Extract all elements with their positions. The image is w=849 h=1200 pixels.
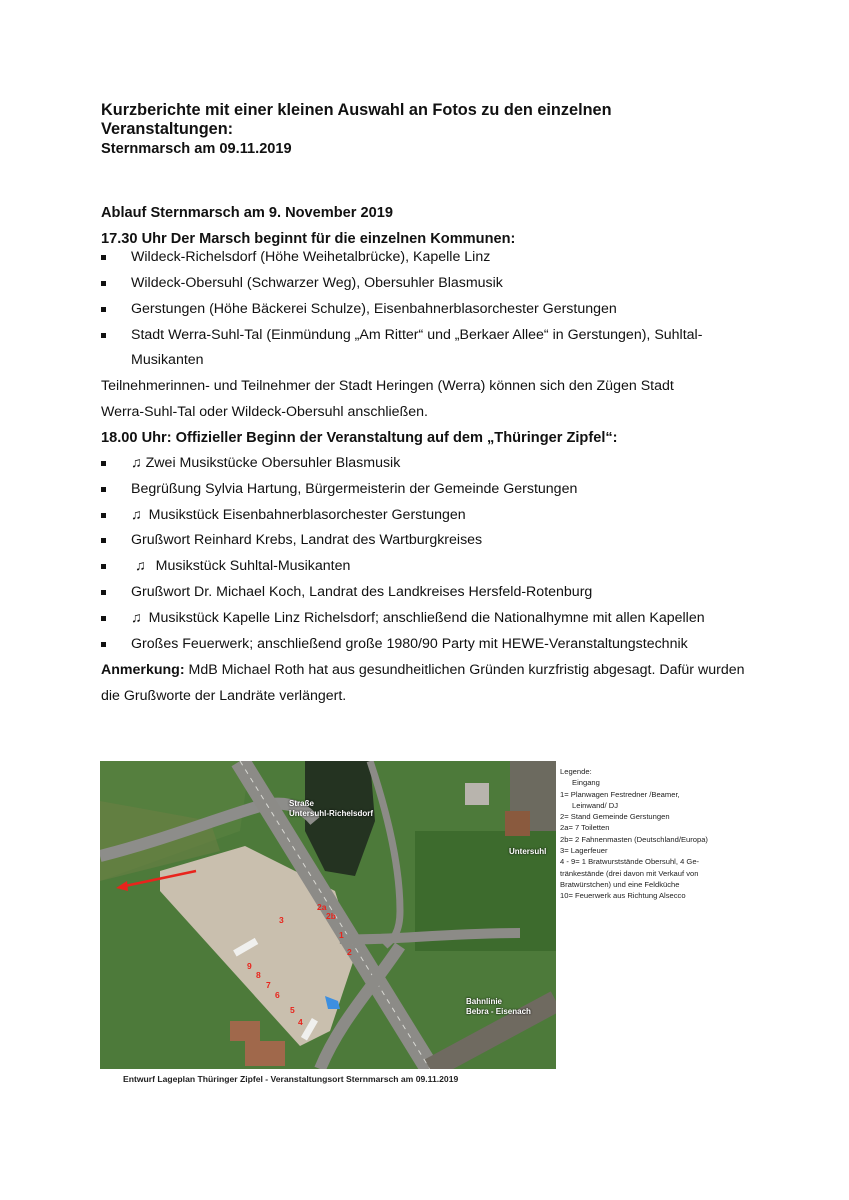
remark-line: Anmerkung: MdB Michael Roth hat aus gesundheitlichen Gründen kurzfristig abgesagt. Dafür wurden <box>101 662 745 678</box>
bullet-icon <box>101 642 106 647</box>
legend-entry: Leinwand/ DJ <box>572 800 619 810</box>
bullet-icon <box>101 590 106 595</box>
paragraph-line: Werra-Suhl-Tal oder Wildeck-Obersuhl anschließen. <box>101 404 428 420</box>
marker-2: 2 <box>347 947 352 957</box>
list-item: Gerstungen (Höhe Bäckerei Schulze), Eisenbahnerblasorchester Gerstungen <box>131 301 617 317</box>
legend-entry: tränkestände (drei davon mit Verkauf von <box>560 868 699 878</box>
marker-2a: 2a <box>317 902 327 912</box>
legend-entry: 3= Lagerfeuer <box>560 846 608 856</box>
list-item: ♫ Musikstück Suhltal-Musikanten <box>135 558 351 574</box>
site-map-image <box>100 761 556 1069</box>
list-item: ♫ Musikstück Eisenbahnerblasorchester Gerstungen <box>131 507 466 523</box>
legend-entry: 2= Stand Gemeinde Gerstungen <box>560 812 670 822</box>
music-note-icon: ♫ <box>131 507 142 523</box>
marker-9: 9 <box>247 961 252 971</box>
bullet-icon <box>101 513 106 518</box>
marker-7: 7 <box>266 980 271 990</box>
bullet-icon <box>101 538 106 543</box>
list-item: Stadt Werra-Suhl-Tal (Einmündung „Am Ritter“ und „Berkaer Allee“ in Gerstungen), Suhltal- <box>131 327 703 343</box>
list-item: Wildeck-Richelsdorf (Höhe Weihetalbrücke), Kapelle Linz <box>131 249 491 265</box>
bullet-icon <box>101 333 106 338</box>
legend-entry: Eingang <box>572 778 600 788</box>
list-item: Wildeck-Obersuhl (Schwarzer Weg), Obersuhler Blasmusik <box>131 275 503 291</box>
list-item: ♫ Zwei Musikstücke Obersuhler Blasmusik <box>131 455 401 471</box>
road-label: Straße Untersuhl-Richelsdorf <box>289 799 374 818</box>
bullet-icon <box>101 255 106 260</box>
list-item: Großes Feuerwerk; anschließend große 1980/90 Party mit HEWE-Veranstaltungstechnik <box>131 636 688 652</box>
bullet-icon <box>101 616 106 621</box>
legend-entry: Bratwürstchen) und eine Feldküche <box>560 879 680 889</box>
marker-4: 4 <box>298 1017 303 1027</box>
village-label: Untersuhl <box>509 847 547 856</box>
music-note-icon: ♫ <box>135 558 146 574</box>
music-note-icon: ♫ <box>131 455 142 471</box>
part2-heading: 18.00 Uhr: Offizieller Beginn der Veranstaltung auf dem „Thüringer Zipfel“: <box>101 430 618 446</box>
document-subtitle: Sternmarsch am 09.11.2019 <box>101 141 292 157</box>
list-item: Grußwort Dr. Michael Koch, Landrat des Landkreises Hersfeld-Rotenburg <box>131 584 593 600</box>
bullet-icon <box>101 307 106 312</box>
marker-5: 5 <box>290 1005 295 1015</box>
legend-entry: 4 - 9= 1 Bratwurststände Obersuhl, 4 Ge- <box>560 857 700 867</box>
railway-label: Bahnlinie Bebra - Eisenach <box>466 997 531 1016</box>
list-item: Begrüßung Sylvia Hartung, Bürgermeisterin der Gemeinde Gerstungen <box>131 481 578 497</box>
legend-entry: 1= Planwagen Festredner /Beamer, <box>560 789 680 799</box>
legend-entry: 2a= 7 Toiletten <box>560 823 610 833</box>
marker-8: 8 <box>256 970 261 980</box>
bullet-icon <box>101 461 106 466</box>
marker-2b: 2b <box>326 911 336 921</box>
list-item: ♫ Musikstück Kapelle Linz Richelsdorf; anschließend die Nationalhymne mit allen Kapellen <box>131 610 705 626</box>
list-item-continuation: Musikanten <box>131 352 204 368</box>
map-caption: Entwurf Lageplan Thüringer Zipfel - Veranstaltungsort Sternmarsch am 09.11.2019 <box>123 1074 459 1084</box>
legend-entry: 10= Feuerwerk aus Richtung Alsecco <box>560 891 686 901</box>
remark-label: Anmerkung: <box>101 662 185 678</box>
part1-heading: 17.30 Uhr Der Marsch beginnt für die einzelnen Kommunen: <box>101 231 516 247</box>
bullet-icon <box>101 487 106 492</box>
document-title: Kurzberichte mit einer kleinen Auswahl an Fotos zu den einzelnen Veranstaltungen: <box>101 101 612 138</box>
marker-1: 1 <box>339 930 344 940</box>
section-title: Ablauf Sternmarsch am 9. November 2019 <box>101 205 393 221</box>
marker-3: 3 <box>279 915 284 925</box>
music-note-icon: ♫ <box>131 610 142 626</box>
bullet-icon <box>101 564 106 569</box>
legend-entry: 2b= 2 Fahnenmasten (Deutschland/Europa) <box>560 834 708 844</box>
paragraph-line: Teilnehmerinnen- und Teilnehmer der Stadt Heringen (Werra) können sich den Zügen Stadt <box>101 378 674 394</box>
legend-title: Legende: <box>560 767 592 776</box>
remark-line: die Grußworte der Landräte verlängert. <box>101 688 347 704</box>
map-legend <box>560 766 750 902</box>
marker-6: 6 <box>275 990 280 1000</box>
list-item: Grußwort Reinhard Krebs, Landrat des Wartburgkreises <box>131 532 483 548</box>
bullet-icon <box>101 281 106 286</box>
